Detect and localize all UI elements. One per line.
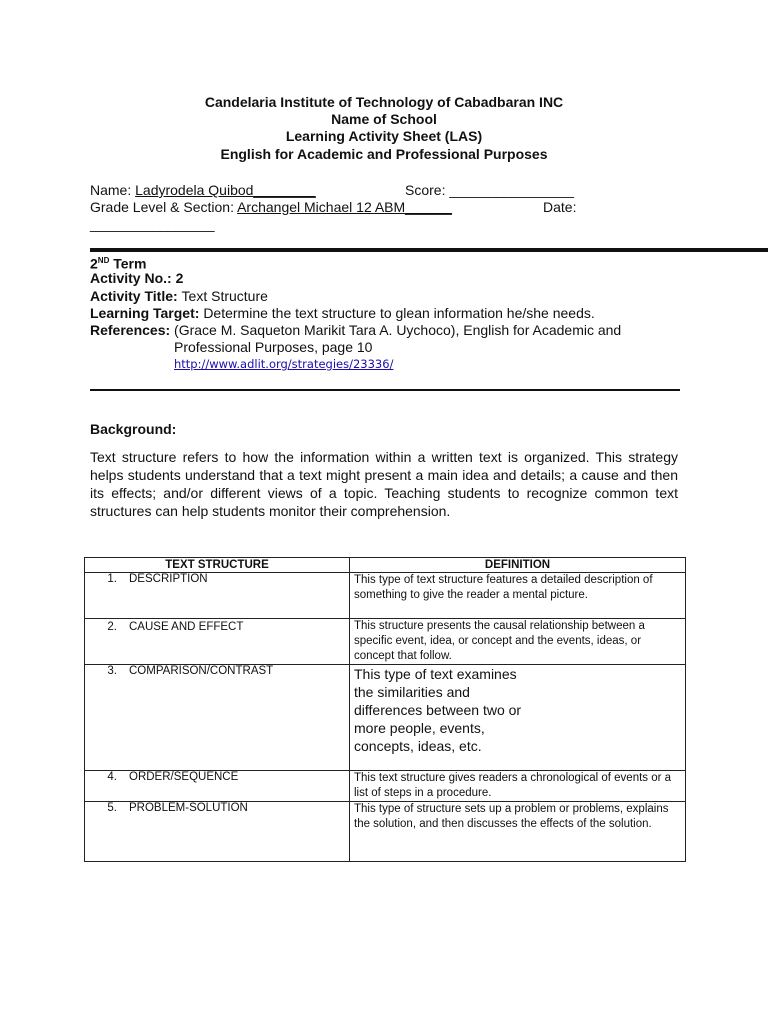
name-line (90, 182, 316, 199)
subject-title: English for Academic and Professional Purposes (220, 146, 548, 162)
definition-cell: This type of text examines the similarities and differences between two or more people, events, concepts, ideas, etc. (350, 665, 686, 771)
definition-cell: This structure presents the causal relationship between a specific event, idea, or concept and the events, ideas, or concept that follow. (350, 619, 686, 665)
grade-value: Archangel Michael 12 ABM______ (237, 199, 452, 215)
score-line: Score: ________________ (405, 182, 574, 198)
background-heading: Background: (90, 421, 177, 437)
references-link[interactable]: http://www.adlit.org/strategies/23336/ (174, 357, 394, 371)
grade-line (90, 199, 452, 216)
sheet-title: Learning Activity Sheet (LAS) (285, 128, 483, 144)
table-header-row (85, 558, 686, 573)
background-paragraph: Text structure refers to how the information within a written text is organized. This strategy helps students understand that a text might present a main idea and details; a cause and then its effects; and/or different views of a topic. Teaching students to recognize common text structures can help students monitor their comprehension. (90, 449, 678, 519)
learning-target: Learning Target: Determine the text structure to glean information he/she needs. (90, 305, 595, 321)
table-row (85, 771, 686, 802)
references: References: (Grace M. Saqueton Marikit Tara A. Uychoco), English for Academic and (90, 322, 622, 338)
header-definition: DEFINITION (350, 558, 686, 573)
date-line: ________________ (90, 216, 215, 232)
name-value: Ladyrodela Quibod________ (135, 182, 316, 198)
definition-cell: This type of structure sets up a problem or problems, explains the solution, and then discusses the effects of the solution. (350, 802, 686, 862)
references-line2: Professional Purposes, page 10 (174, 339, 373, 355)
table-row (85, 802, 686, 862)
date-label: Date: (543, 199, 577, 215)
activity-title: Activity Title: Text Structure (90, 288, 268, 304)
grade-label: Grade Level & Section: (90, 199, 238, 215)
divider-thick (90, 248, 768, 252)
definition-cell: This text structure gives readers a chronological of events or a list of steps in a procedure. (350, 771, 686, 802)
structure-cell: 1. DESCRIPTION (85, 573, 350, 619)
structure-cell: 5. PROBLEM-SOLUTION (85, 802, 350, 862)
structure-cell: 3. COMPARISON/CONTRAST (85, 665, 350, 771)
header-text-structure: TEXT STRUCTURE (85, 558, 350, 573)
term-label: 2ND Term (90, 255, 147, 272)
table-row (85, 573, 686, 619)
divider-thin (90, 389, 680, 391)
name-label: Name: (90, 182, 136, 198)
school-name: Candelaria Institute of Technology of Cabadbaran INC (204, 94, 564, 110)
text-structure-table (84, 557, 686, 862)
table-row (85, 665, 686, 771)
school-label: Name of School (331, 111, 437, 127)
activity-number: Activity No.: 2 (90, 270, 184, 286)
structure-cell: 2. CAUSE AND EFFECT (85, 619, 350, 665)
definition-cell: This type of text structure features a detailed description of something to give the reader a mental picture. (350, 573, 686, 619)
table-row (85, 619, 686, 665)
structure-cell: 4. ORDER/SEQUENCE (85, 771, 350, 802)
